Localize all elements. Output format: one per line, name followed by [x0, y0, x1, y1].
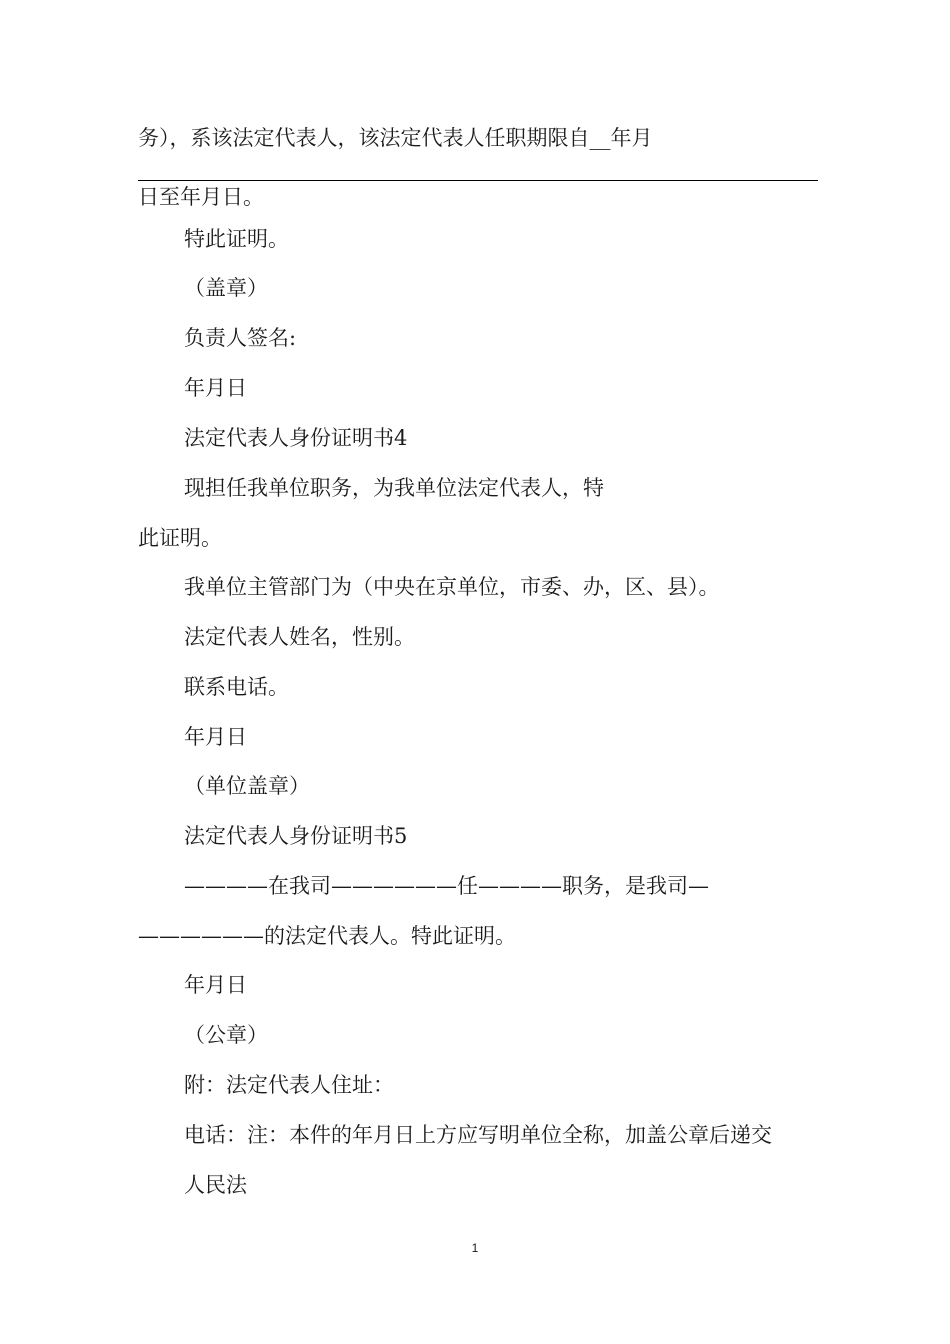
seal-note: （单位盖章）	[184, 774, 310, 798]
body-line: 联系电话。	[184, 675, 289, 699]
page-number: 1	[471, 1241, 479, 1255]
seal-note: （公章）	[184, 1023, 268, 1047]
body-line: 特此证明。	[184, 227, 289, 251]
date-line: 年月日	[184, 725, 247, 749]
date-line: 年月日	[184, 973, 247, 997]
body-line: 电话：注：本件的年月日上方应写明单位全称，加盖公章后递交	[184, 1123, 772, 1147]
divider-line	[138, 180, 818, 181]
body-line: ——————的法定代表人。特此证明。	[138, 924, 516, 948]
body-line: ————在我司——————任————职务，是我司—	[184, 874, 709, 898]
section-heading: 法定代表人身份证明书5	[184, 824, 408, 848]
body-line: 此证明。	[138, 526, 222, 550]
body-line: 附：法定代表人住址：	[184, 1073, 394, 1097]
body-line: 日至年月日。	[138, 185, 264, 209]
body-line: 法定代表人姓名，性别。	[184, 625, 415, 649]
section-heading: 法定代表人身份证明书4	[184, 426, 408, 450]
body-line: 我单位主管部门为（中央在京单位，市委、办，区、县）。	[184, 575, 720, 599]
body-line: 人民法	[184, 1173, 247, 1197]
date-line: 年月日	[184, 376, 247, 400]
seal-note: （盖章）	[184, 276, 268, 300]
body-line: 务），系该法定代表人，该法定代表人任职期限自__年月	[138, 126, 653, 150]
signature-line: 负责人签名:	[184, 326, 297, 350]
body-line: 现担任我单位职务，为我单位法定代表人，特	[184, 476, 604, 500]
